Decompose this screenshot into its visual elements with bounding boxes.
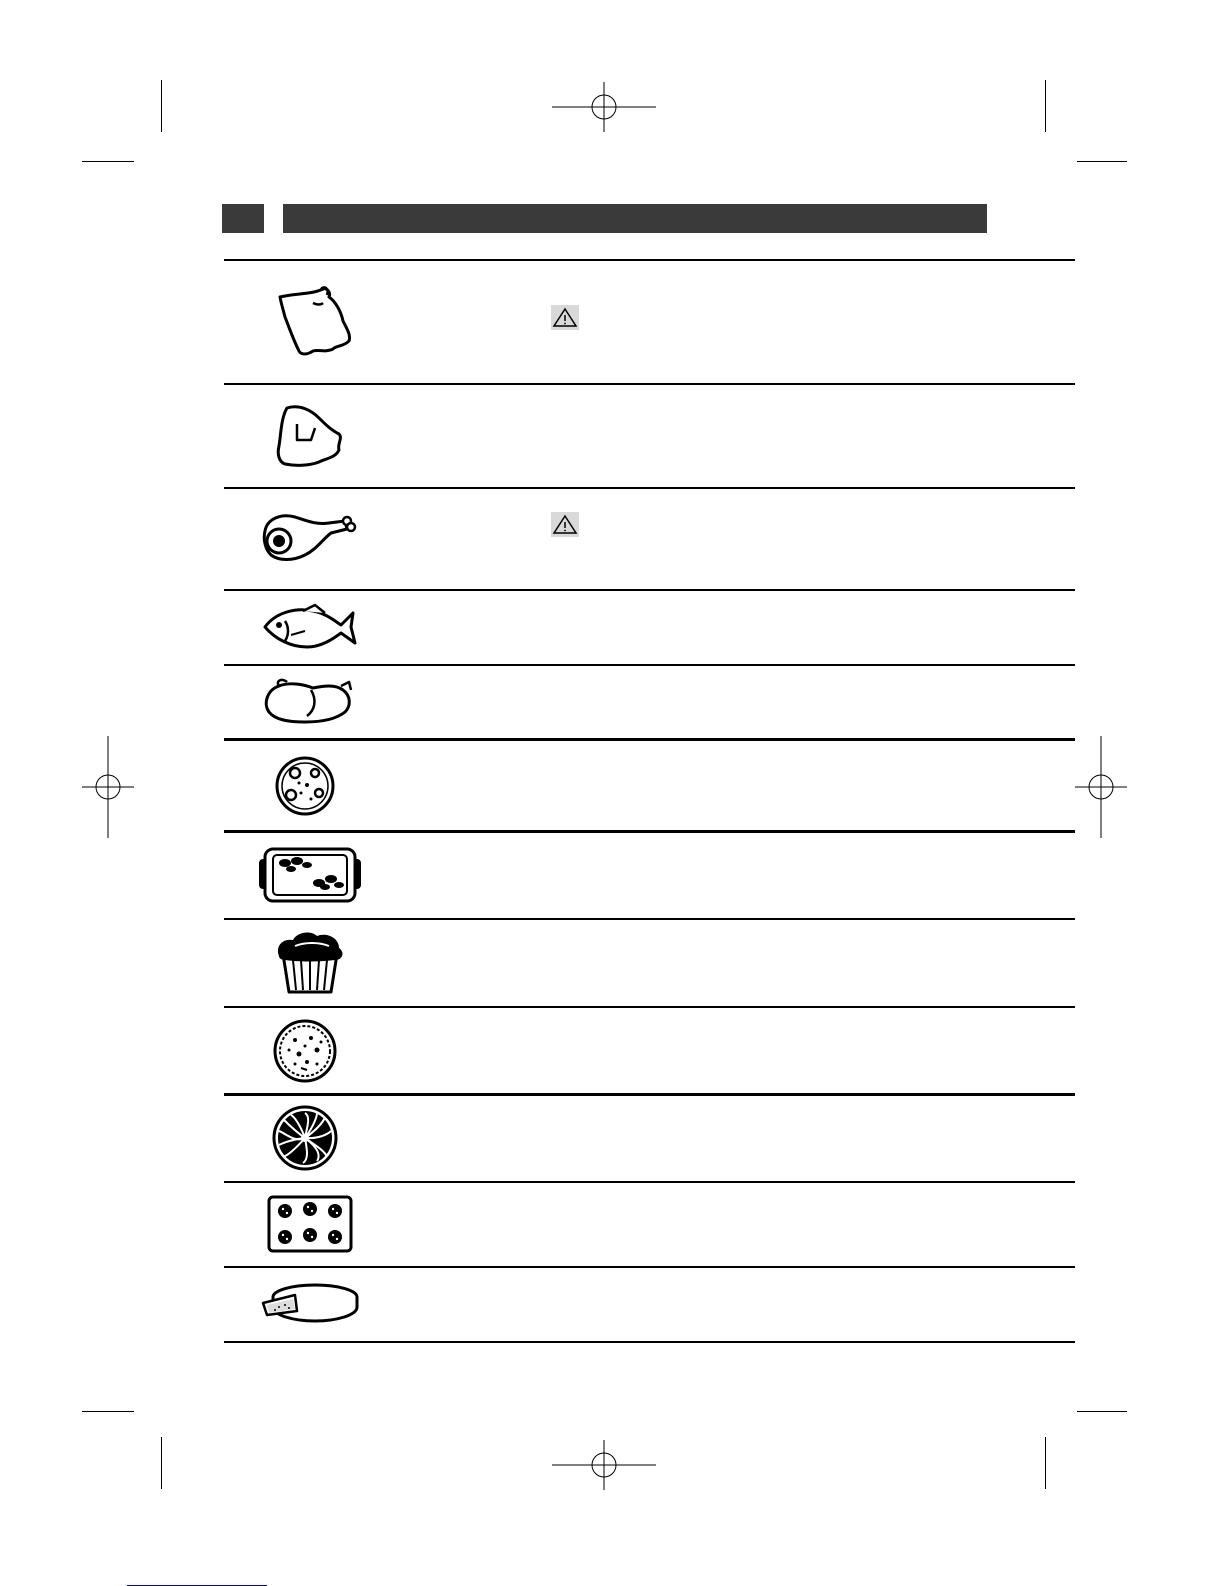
pork-icon: [255, 402, 365, 468]
registration-mark-right: [1075, 736, 1127, 838]
fruit-tart-icon: [255, 1103, 365, 1173]
page-number-tab: [222, 204, 264, 233]
cookie-tray-icon: [255, 1195, 365, 1253]
ham-leg-icon: [255, 509, 365, 565]
gratin-dish-icon: [255, 843, 365, 907]
souffle-icon: [255, 928, 365, 996]
cake-icon: [255, 1281, 365, 1325]
beef-icon: [255, 283, 365, 357]
poultry-icon: [255, 676, 365, 728]
warning-icon: [551, 305, 579, 330]
registration-mark-bottom: [552, 1440, 656, 1490]
registration-mark-top: [552, 82, 656, 132]
quiche-icon: [255, 1016, 365, 1086]
registration-mark-left: [82, 736, 134, 838]
footer-link-underline[interactable]: [127, 1574, 267, 1586]
warning-icon: [551, 512, 579, 537]
pizza-icon: [255, 751, 365, 821]
section-title-bar: [283, 204, 987, 233]
fish-icon: [255, 601, 365, 653]
